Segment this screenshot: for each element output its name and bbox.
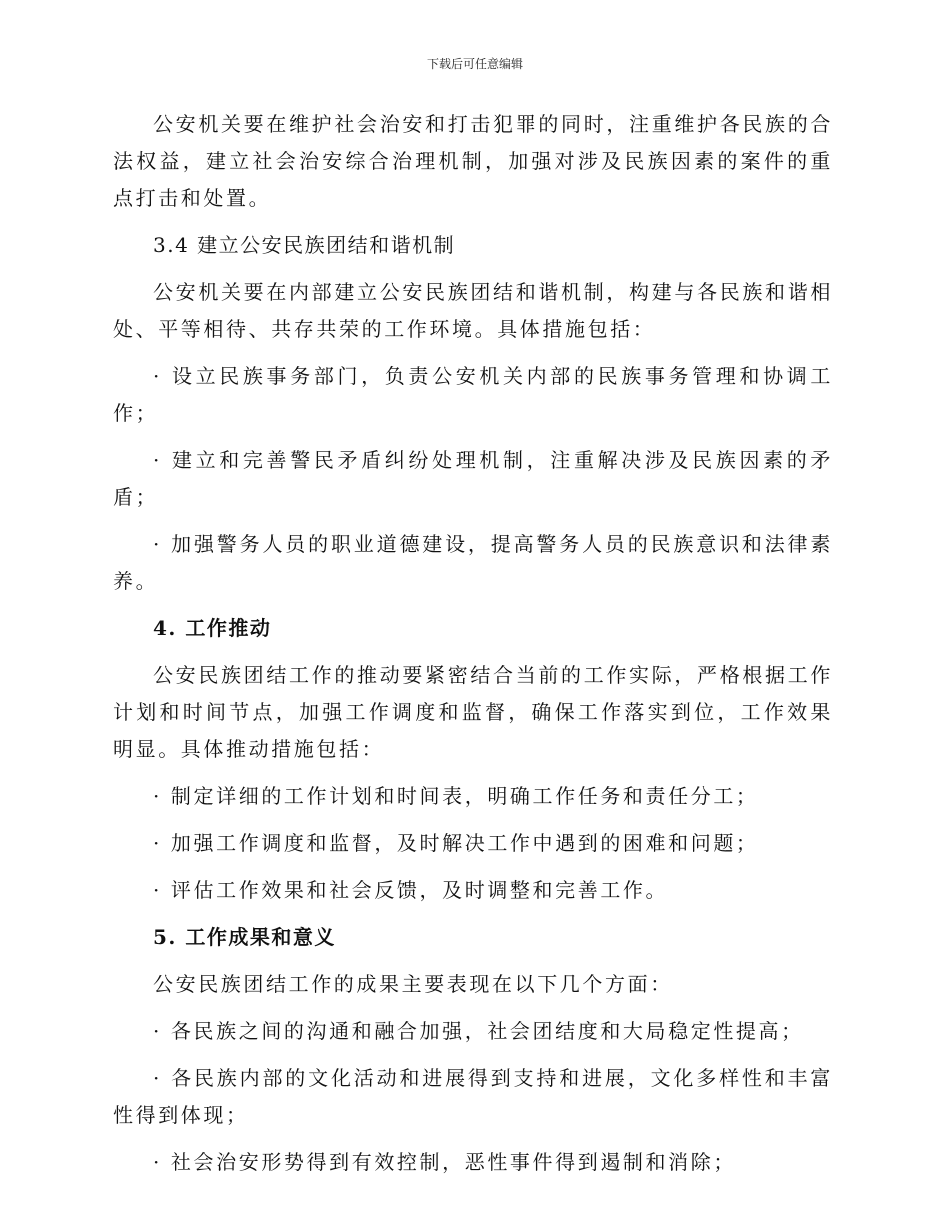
bullet-item: · 建立和完善警民矛盾纠纷处理机制，注重解决涉及民族因素的矛盾；: [113, 448, 833, 509]
paragraph-results-intro: 公安民族团结工作的成果主要表现在以下几个方面：: [153, 972, 673, 996]
bullet-item: · 加强工作调度和监督，及时解决工作中遇到的困难和问题；: [153, 831, 759, 855]
bullet-item: · 评估工作效果和社会反馈，及时调整和完善工作。: [153, 878, 669, 902]
bullet-item: · 各民族之间的沟通和融合加强，社会团结度和大局稳定性提高；: [153, 1019, 804, 1043]
section-heading-3-4: 3.4 建立公安民族团结和谐机制: [153, 233, 456, 257]
bullet-item: · 社会治安形势得到有效控制，恶性事件得到遏制和消除；: [153, 1150, 736, 1174]
section-heading-4: 4. 工作推动: [153, 616, 272, 640]
bullet-item: · 制定详细的工作计划和时间表，明确工作任务和责任分工；: [153, 784, 759, 808]
bullet-item: · 设立民族事务部门，负责公安机关内部的民族事务管理和协调工作；: [113, 364, 833, 425]
document-body: [113, 106, 833, 1191]
section-heading-5: 5. 工作成果和意义: [153, 925, 336, 949]
page-header: 下载后可任意编辑: [426, 57, 523, 71]
paragraph-public-security-rights: 公安机关要在维护社会治安和打击犯罪的同时，注重维护各民族的合法权益，建立社会治安综合治理机制，加强对涉及民族因素的案件的重点打击和处置。: [113, 112, 833, 210]
paragraph-harmony-mechanism: 公安机关要在内部建立公安民族团结和谐机制，构建与各民族和谐相处、平等相待、共存共荣的工作环境。具体措施包括：: [113, 280, 833, 341]
paragraph-work-promotion: 公安民族团结工作的推动要紧密结合当前的工作实际，严格根据工作计划和时间节点，加强工作调度和监督，确保工作落实到位，工作效果明显。具体推动措施包括：: [113, 663, 833, 761]
bullet-item: · 各民族内部的文化活动和进展得到支持和进展，文化多样性和丰富性得到体现；: [113, 1066, 833, 1127]
bullet-item: · 加强警务人员的职业道德建设，提高警务人员的民族意识和法律素养。: [113, 532, 833, 593]
